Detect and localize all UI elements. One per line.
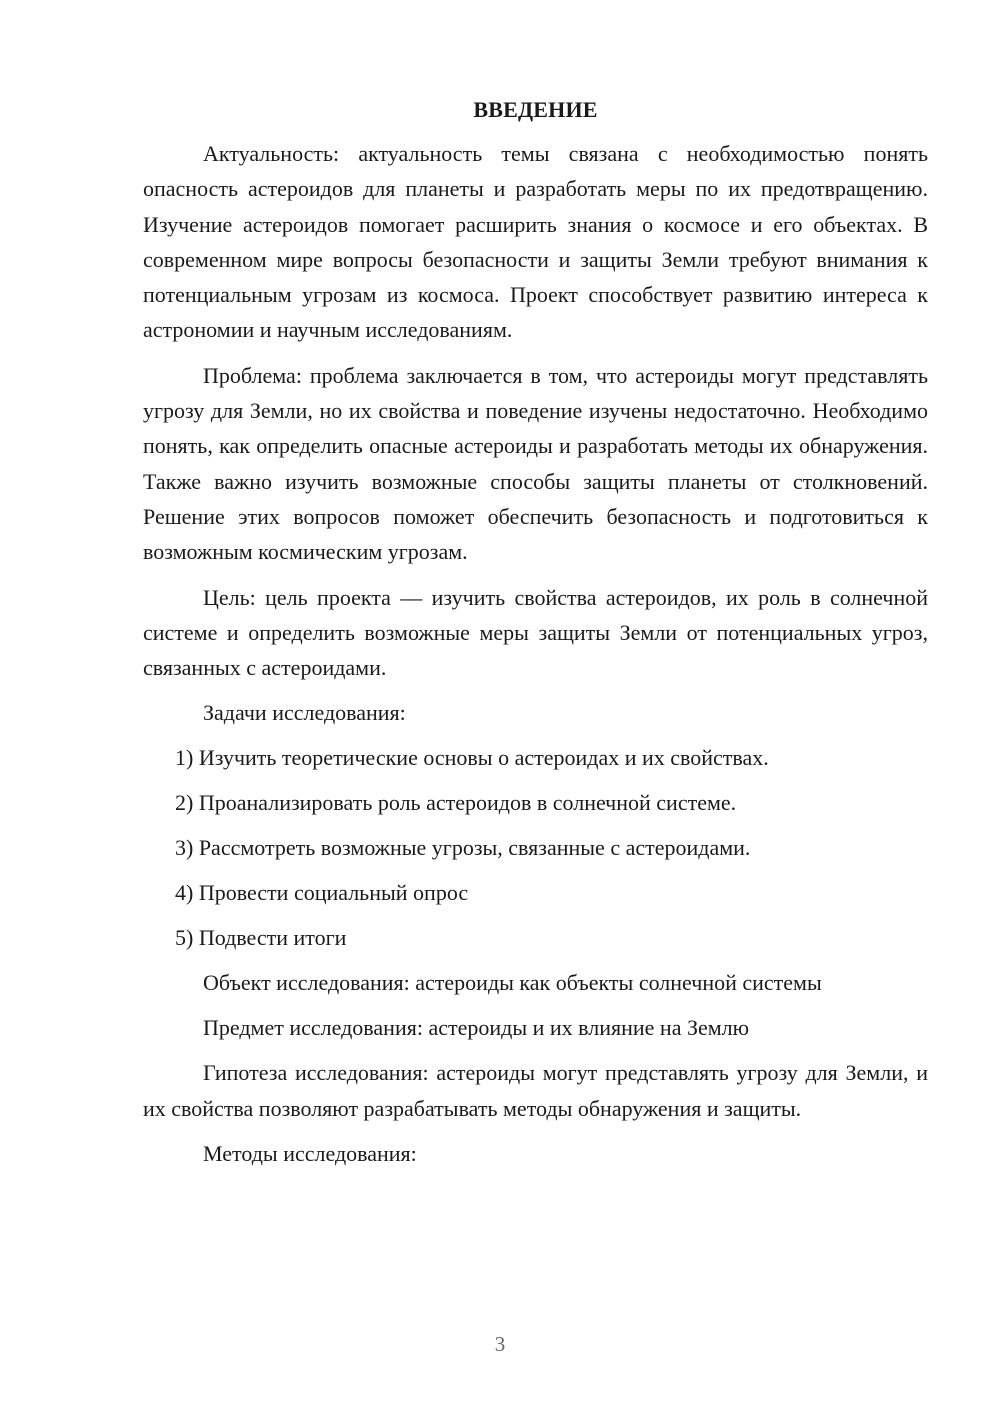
section-title: ВВЕДЕНИЕ xyxy=(473,97,598,122)
document-page xyxy=(143,94,928,1181)
task-item: 2) Проанализировать роль астероидов в солнечной системе. xyxy=(175,790,737,816)
relevance-paragraph: Актуальность: актуальность темы связана с необходимостью понять опасность астероидов для планеты и разработать меры по их предотвращению. Изучение астероидов помогает расширить знания о космосе и его объектах. В современном мире вопросы безопасности и защиты Земли требуют внимания к потенциальным угрозам из космоса. Проект способствует развитию интереса к астрономии и научным исследованиям. xyxy=(143,141,928,343)
hypothesis-paragraph: Гипотеза исследования: астероиды могут представлять угрозу для Земли, и их свойства позволяют разрабатывать методы обнаружения и защиты. xyxy=(143,1060,928,1121)
task-item: 5) Подвести итоги xyxy=(175,925,347,951)
goal-paragraph: Цель: цель проекта — изучить свойства астероидов, их роль в солнечной системе и определить возможные меры защиты Земли от потенциальных угроз, связанных с астероидами. xyxy=(143,584,928,681)
methods-heading: Методы исследования: xyxy=(203,1141,417,1167)
task-item: 4) Провести социальный опрос xyxy=(175,880,469,906)
research-subject: Предмет исследования: астероиды и их влияние на Землю xyxy=(203,1015,750,1041)
problem-paragraph: Проблема: проблема заключается в том, что астероиды могут представлять угрозу для Земли, но их свойства и поведение изучены недостаточно. Необходимо понять, как определить опасные астероиды и разработать методы их обнаружения. Также важно изучить возможные способы защиты планеты от столкновений. Решение этих вопросов поможет обеспечить безопасность и подготовиться к возможным космическим угрозам. xyxy=(143,362,928,565)
page-number: 3 xyxy=(494,1332,506,1356)
research-object: Объект исследования: астероиды как объекты солнечной системы xyxy=(203,970,822,996)
task-item: 3) Рассмотреть возможные угрозы, связанные с астероидами. xyxy=(175,835,751,861)
tasks-heading: Задачи исследования: xyxy=(203,700,406,726)
task-item: 1) Изучить теоретические основы о астероидах и их свойствах. xyxy=(175,745,769,771)
